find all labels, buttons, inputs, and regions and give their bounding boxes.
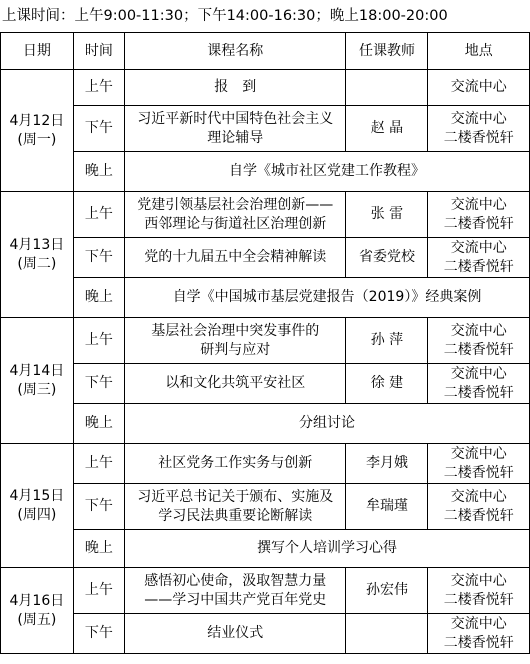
course-line: 基层社会治理中突发事件的 xyxy=(151,322,320,339)
time-cell: 上午 xyxy=(73,444,124,484)
place-line: 二楼香悦轩 xyxy=(443,215,514,232)
date-label: 4月15日 xyxy=(9,487,65,504)
table-row xyxy=(1,318,530,364)
course-line: 理论辅导 xyxy=(207,129,264,146)
place-line: 交流中心 xyxy=(450,196,507,213)
table-row xyxy=(1,70,530,106)
course-cell xyxy=(125,70,346,106)
table-row xyxy=(1,404,530,444)
table-header-row xyxy=(1,33,530,70)
teacher-cell: 张 雷 xyxy=(346,192,428,238)
place-line: 二楼香悦轩 xyxy=(443,384,514,401)
column-header-date: 日期 xyxy=(1,33,74,70)
course-line: 习近平总书记关于颁布、实施及 xyxy=(137,488,334,505)
course-line: 报 到 xyxy=(214,79,257,95)
evening-activity-cell: 撰写个人培训学习心得 xyxy=(125,530,530,568)
place-cell xyxy=(428,614,530,654)
date-cell xyxy=(1,318,74,444)
course-line: 党建引领基层社会治理创新—— xyxy=(137,196,334,213)
time-cell: 下午 xyxy=(73,106,124,152)
table-row xyxy=(1,106,530,152)
teacher-cell: 李月娥 xyxy=(346,444,428,484)
table-row xyxy=(1,152,530,192)
place-line: 二楼香悦轩 xyxy=(443,507,514,524)
teacher-cell: 省委党校 xyxy=(346,238,428,278)
evening-activity-cell: 自学《城市社区党建工作教程》 xyxy=(125,152,530,192)
table-row xyxy=(1,484,530,530)
course-line: 习近平新时代中国特色社会主义 xyxy=(137,110,334,127)
weekday-label: (周三) xyxy=(17,381,57,398)
class-time-header: 上课时间：上午9:00-11:30；下午14:00-16:30；晚上18:00-20:00 xyxy=(2,8,448,24)
course-cell xyxy=(125,568,346,614)
course-line: 结业仪式 xyxy=(207,625,264,641)
column-header-teacher: 任课教师 xyxy=(346,33,428,70)
place-cell xyxy=(428,364,530,404)
time-cell: 下午 xyxy=(73,364,124,404)
course-line: 社区党务工作实务与创新 xyxy=(158,455,313,471)
table-row xyxy=(1,192,530,238)
course-line: 西邻理论与街道社区治理创新 xyxy=(144,215,327,232)
time-cell: 晚上 xyxy=(73,278,124,318)
place-line: 二楼香悦轩 xyxy=(443,258,514,275)
time-cell: 上午 xyxy=(73,70,124,106)
place-cell xyxy=(428,238,530,278)
course-line: 研判与应对 xyxy=(200,341,271,358)
table-row xyxy=(1,364,530,404)
place-line: 交流中心 xyxy=(450,365,507,382)
course-cell xyxy=(125,614,346,654)
place-line: 交流中心 xyxy=(450,79,507,95)
table-row xyxy=(1,530,530,568)
place-line: 交流中心 xyxy=(450,322,507,339)
weekday-label: (周五) xyxy=(17,611,57,628)
place-line: 二楼香悦轩 xyxy=(443,634,514,651)
teacher-cell: 牟瑞瑾 xyxy=(346,484,428,530)
date-label: 4月13日 xyxy=(9,236,65,253)
course-schedule-table xyxy=(0,32,530,654)
course-line: 感悟初心使命，汲取智慧力量 xyxy=(144,572,327,589)
table-row xyxy=(1,568,530,614)
date-cell xyxy=(1,568,74,654)
place-line: 交流中心 xyxy=(450,239,507,256)
table-row xyxy=(1,444,530,484)
course-cell xyxy=(125,318,346,364)
column-header-course: 课程名称 xyxy=(125,33,346,70)
time-cell: 上午 xyxy=(73,192,124,238)
column-header-time: 时间 xyxy=(73,33,124,70)
place-cell xyxy=(428,192,530,238)
teacher-cell: 赵 晶 xyxy=(346,106,428,152)
course-cell xyxy=(125,192,346,238)
teacher-cell: 徐 建 xyxy=(346,364,428,404)
place-cell xyxy=(428,318,530,364)
evening-activity-cell: 分组讨论 xyxy=(125,404,530,444)
course-cell xyxy=(125,364,346,404)
table-row xyxy=(1,238,530,278)
place-cell xyxy=(428,444,530,484)
time-cell: 下午 xyxy=(73,614,124,654)
course-cell xyxy=(125,238,346,278)
weekday-label: (周二) xyxy=(17,255,57,272)
course-line: 以和文化共筑平安社区 xyxy=(165,375,306,391)
place-line: 二楼香悦轩 xyxy=(443,341,514,358)
time-cell: 上午 xyxy=(73,568,124,614)
time-cell: 晚上 xyxy=(73,530,124,568)
time-cell: 下午 xyxy=(73,484,124,530)
place-cell xyxy=(428,70,530,106)
place-cell xyxy=(428,106,530,152)
date-label: 4月12日 xyxy=(9,112,65,129)
place-line: 交流中心 xyxy=(450,488,507,505)
time-cell: 上午 xyxy=(73,318,124,364)
place-line: 二楼香悦轩 xyxy=(443,591,514,608)
time-cell: 晚上 xyxy=(73,404,124,444)
date-cell xyxy=(1,192,74,318)
time-cell: 晚上 xyxy=(73,152,124,192)
time-cell: 下午 xyxy=(73,238,124,278)
place-cell xyxy=(428,484,530,530)
teacher-cell: 孙宏伟 xyxy=(346,568,428,614)
table-row xyxy=(1,614,530,654)
date-cell xyxy=(1,444,74,568)
course-line: 学习民法典重要论断解读 xyxy=(158,507,313,524)
place-cell xyxy=(428,568,530,614)
place-line: 交流中心 xyxy=(450,110,507,127)
place-line: 交流中心 xyxy=(450,445,507,462)
place-line: 二楼香悦轩 xyxy=(443,129,514,146)
course-cell xyxy=(125,444,346,484)
course-cell xyxy=(125,484,346,530)
place-line: 交流中心 xyxy=(450,572,507,589)
column-header-place: 地点 xyxy=(428,33,530,70)
weekday-label: (周一) xyxy=(17,131,57,148)
table-row xyxy=(1,278,530,318)
teacher-cell: 孙 萍 xyxy=(346,318,428,364)
teacher-cell xyxy=(346,70,428,106)
date-label: 4月16日 xyxy=(9,592,65,609)
teacher-cell xyxy=(346,614,428,654)
date-cell xyxy=(1,70,74,192)
course-cell xyxy=(125,106,346,152)
course-line: ——学习中国共产党百年党史 xyxy=(144,591,327,608)
weekday-label: (周四) xyxy=(17,506,57,523)
evening-activity-cell: 自学《中国城市基层党建报告（2019）》经典案例 xyxy=(125,278,530,318)
date-label: 4月14日 xyxy=(9,362,65,379)
place-line: 交流中心 xyxy=(450,615,507,632)
course-line: 党的十九届五中全会精神解读 xyxy=(144,249,327,265)
place-line: 二楼香悦轩 xyxy=(443,464,514,481)
